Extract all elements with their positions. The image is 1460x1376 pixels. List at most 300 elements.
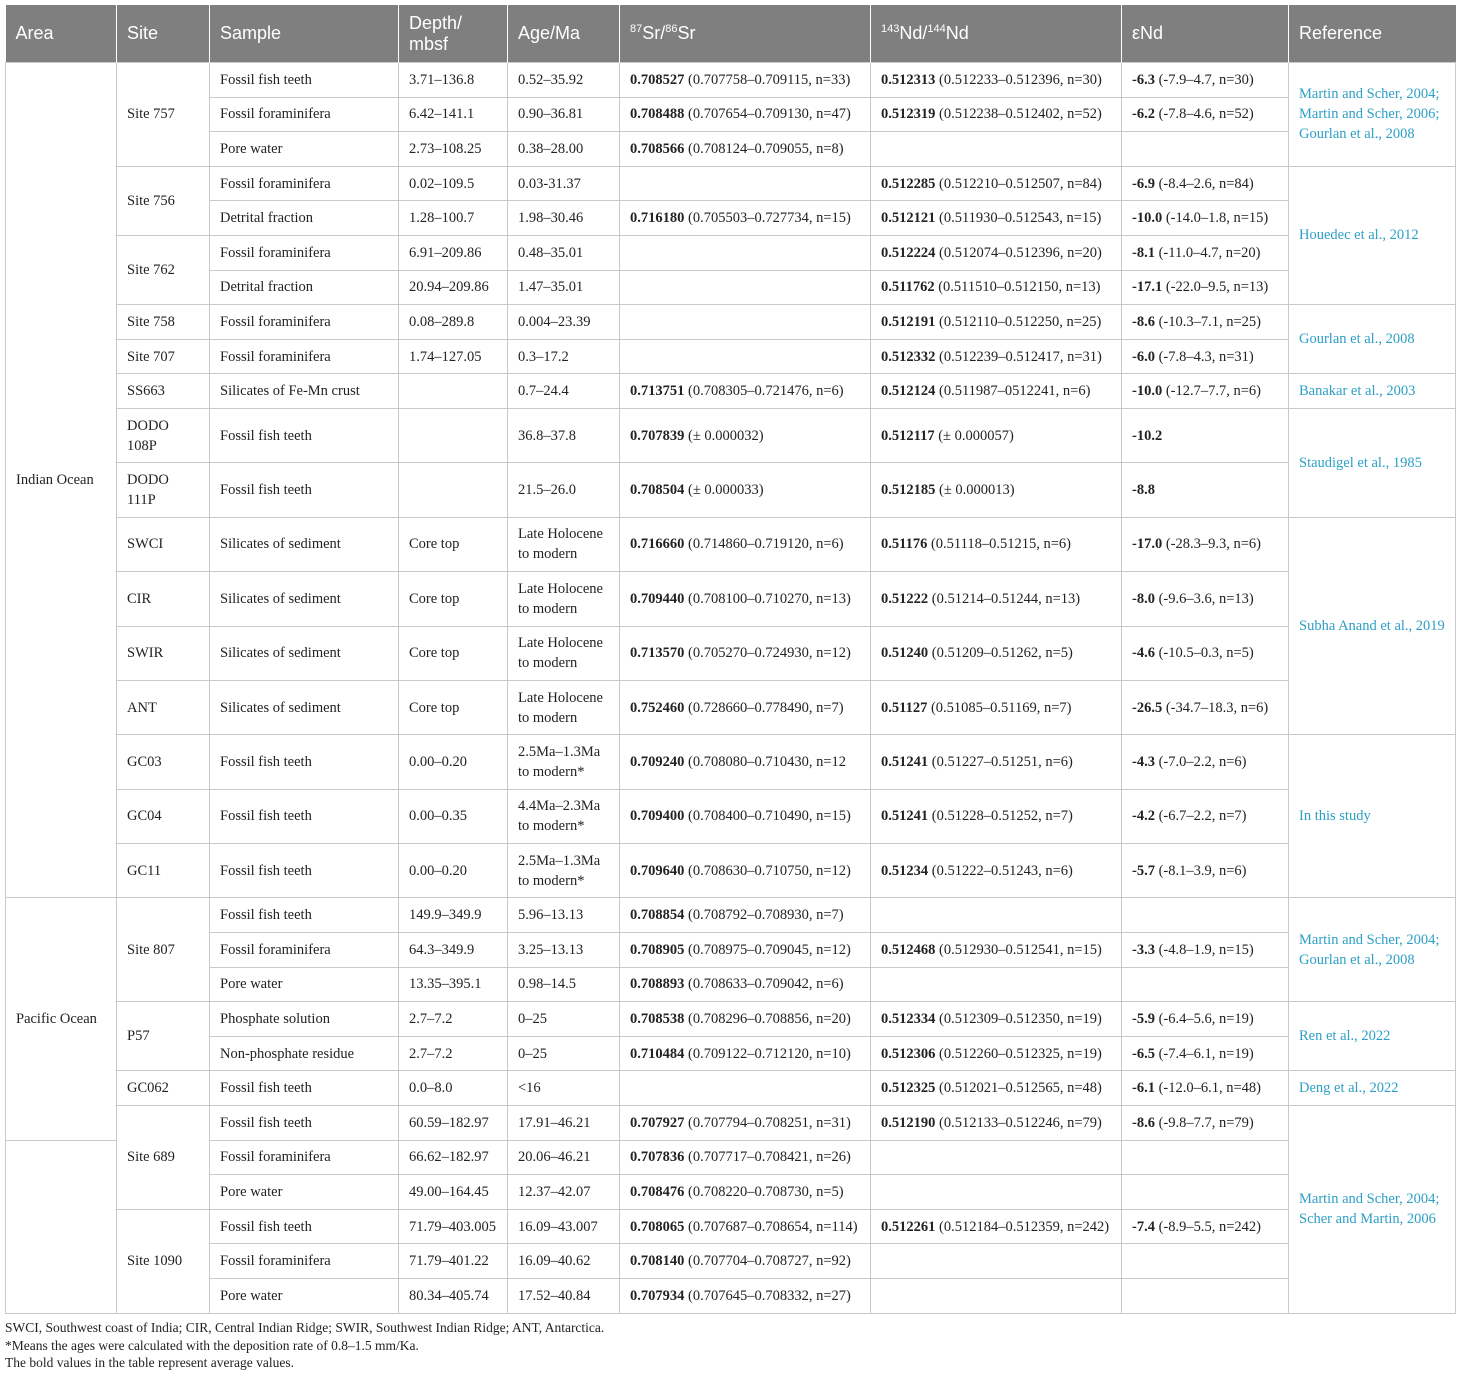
sr-cell (620, 626, 871, 680)
age-cell: 0.98–14.5 (508, 967, 620, 1002)
nd-cell-average: 0.512261 (881, 1218, 936, 1235)
sr-cell (620, 1002, 871, 1037)
epsilon-nd-cell-average: -6.3 (1132, 71, 1155, 88)
table-row (6, 463, 1456, 517)
age-cell: Late Holocene to modern (508, 572, 620, 626)
depth-cell: 0.02–109.5 (399, 166, 508, 201)
epsilon-nd-cell (1122, 1244, 1289, 1279)
depth-cell: 0.00–0.20 (399, 844, 508, 898)
nd-cell-average: 0.51241 (881, 753, 929, 770)
table-row (6, 1244, 1456, 1279)
epsilon-nd-cell (1122, 132, 1289, 167)
nd-cell-average: 0.512468 (881, 941, 936, 958)
sr-cell-range: (± 0.000033) (684, 482, 764, 499)
age-cell: 2.5Ma–1.3Ma to modern* (508, 844, 620, 898)
depth-cell: 1.28–100.7 (399, 201, 508, 236)
data-table (5, 5, 1456, 1314)
site-cell: SWCI (117, 517, 210, 571)
sr-cell-average: 0.709240 (630, 753, 685, 770)
epsilon-nd-cell (1122, 626, 1289, 680)
sr-cell-range: (0.707687–0.708654, n=114) (684, 1218, 858, 1235)
nd-cell (871, 789, 1122, 843)
epsilon-nd-cell-range: (-4.8–1.9, n=15) (1154, 941, 1254, 958)
epsilon-nd-cell-average: -7.4 (1132, 1218, 1155, 1235)
reference-cell: Gourlan et al., 2008 (1289, 305, 1456, 374)
depth-cell: 0.00–0.20 (399, 735, 508, 789)
table-row (6, 339, 1456, 374)
sample-cell: Fossil foraminifera (210, 933, 399, 968)
sr-cell (620, 339, 871, 374)
epsilon-nd-cell-average: -8.1 (1132, 244, 1155, 261)
sr-cell-average: 0.708854 (630, 907, 685, 924)
sr-cell (620, 789, 871, 843)
depth-cell (399, 463, 508, 517)
sample-cell: Fossil foraminifera (210, 166, 399, 201)
site-cell: DODO 108P (117, 408, 210, 462)
sr-cell (620, 1071, 871, 1106)
age-cell: 0.38–28.00 (508, 132, 620, 167)
sample-cell: Fossil fish teeth (210, 735, 399, 789)
area-cell: Pacific Ocean (6, 898, 117, 1140)
reference-cell: Martin and Scher, 2004; Gourlan et al., 2008 (1289, 898, 1456, 1002)
sr-cell (620, 735, 871, 789)
epsilon-nd-cell (1122, 1278, 1289, 1313)
sample-cell: Silicates of sediment (210, 626, 399, 680)
depth-cell: Core top (399, 680, 508, 734)
depth-cell: 2.7–7.2 (399, 1036, 508, 1071)
age-cell: 5.96–13.13 (508, 898, 620, 933)
header-nd-ratio: $^{143}$Nd/$^{144}$Nd (871, 5, 1122, 63)
nd-cell-average: 0.51241 (881, 808, 929, 825)
age-cell: 0.7–24.4 (508, 374, 620, 409)
site-cell: Site 1090 (117, 1209, 210, 1313)
table-row (6, 1002, 1456, 1037)
nd-cell (871, 1209, 1122, 1244)
sr-cell (620, 1036, 871, 1071)
epsilon-nd-cell (1122, 1140, 1289, 1175)
sample-cell: Fossil fish teeth (210, 63, 399, 98)
sr-cell-range: (0.708633–0.709042, n=6) (684, 976, 844, 993)
epsilon-nd-cell-average: -3.3 (1132, 941, 1155, 958)
age-cell: Late Holocene to modern (508, 626, 620, 680)
sr-cell-average: 0.707839 (630, 427, 685, 444)
epsilon-nd-cell (1122, 463, 1289, 517)
table-row (6, 166, 1456, 201)
sr-cell-range: (0.708100–0.710270, n=13) (684, 590, 851, 607)
reference-cell: Houedec et al., 2012 (1289, 166, 1456, 304)
age-cell: 20.06–46.21 (508, 1140, 620, 1175)
sr-cell-average: 0.713751 (630, 383, 685, 400)
depth-cell: 149.9–349.9 (399, 898, 508, 933)
sr-cell (620, 97, 871, 132)
epsilon-nd-cell-range: (-14.0–1.8, n=15) (1162, 210, 1269, 227)
nd-cell-range: (0.51085–0.51169, n=7) (927, 699, 1072, 716)
age-cell: Late Holocene to modern (508, 680, 620, 734)
table-row (6, 374, 1456, 409)
epsilon-nd-cell-range: (-6.4–5.6, n=19) (1154, 1011, 1254, 1028)
nd-cell (871, 132, 1122, 167)
epsilon-nd-cell-average: -8.6 (1132, 313, 1155, 330)
header-epsilon-nd: εNd (1122, 5, 1289, 63)
site-cell: SWIR (117, 626, 210, 680)
nd-cell (871, 166, 1122, 201)
nd-cell (871, 1106, 1122, 1141)
epsilon-nd-cell-range: (-8.4–2.6, n=84) (1154, 175, 1254, 192)
sr-cell-range: (± 0.000032) (684, 427, 764, 444)
sr-cell (620, 1244, 871, 1279)
header-reference: Reference (1289, 5, 1456, 63)
table-row (6, 735, 1456, 789)
depth-cell: 60.59–182.97 (399, 1106, 508, 1141)
epsilon-nd-cell-average: -8.0 (1132, 590, 1155, 607)
sample-cell: Fossil fish teeth (210, 463, 399, 517)
sr-cell-range: (0.705503–0.727734, n=15) (684, 210, 851, 227)
nd-cell-average: 0.51127 (881, 699, 928, 716)
depth-cell: 80.34–405.74 (399, 1278, 508, 1313)
nd-cell (871, 63, 1122, 98)
epsilon-nd-cell (1122, 898, 1289, 933)
epsilon-nd-cell (1122, 63, 1289, 98)
epsilon-nd-cell-average: -6.0 (1132, 348, 1155, 365)
epsilon-nd-cell-range: (-12.7–7.7, n=6) (1162, 383, 1262, 400)
table-footnotes (5, 1319, 1455, 1372)
sr-cell-average: 0.710484 (630, 1045, 685, 1062)
sr-cell (620, 270, 871, 305)
sr-cell-average: 0.708566 (630, 140, 685, 157)
epsilon-nd-cell-range: (-28.3–9.3, n=6) (1162, 536, 1262, 553)
epsilon-nd-cell (1122, 166, 1289, 201)
epsilon-nd-cell-range: (-9.8–7.7, n=79) (1154, 1114, 1254, 1131)
nd-cell-range: (0.512233–0.512396, n=30) (935, 71, 1102, 88)
table-row (6, 1036, 1456, 1071)
nd-cell-range: (0.512238–0.512402, n=52) (935, 106, 1102, 123)
sr-cell (620, 1140, 871, 1175)
age-cell: <16 (508, 1071, 620, 1106)
depth-cell: Core top (399, 626, 508, 680)
sr-cell-average: 0.708527 (630, 71, 685, 88)
nd-cell (871, 1036, 1122, 1071)
nd-cell-range: (0.51227–0.51251, n=6) (928, 753, 1073, 770)
age-cell: 21.5–26.0 (508, 463, 620, 517)
sr-cell (620, 1209, 871, 1244)
sr-cell-range: (0.705270–0.724930, n=12) (684, 645, 851, 662)
sr-cell-range: (0.708080–0.710430, n=12 (684, 753, 847, 770)
nd-cell-average: 0.512306 (881, 1045, 936, 1062)
sr-cell-average: 0.716180 (630, 210, 685, 227)
age-cell: 17.52–40.84 (508, 1278, 620, 1313)
depth-cell: 2.73–108.25 (399, 132, 508, 167)
site-cell: SS663 (117, 374, 210, 409)
nd-cell (871, 1175, 1122, 1210)
nd-cell (871, 844, 1122, 898)
sample-cell: Pore water (210, 967, 399, 1002)
sample-cell: Fossil fish teeth (210, 789, 399, 843)
epsilon-nd-cell-average: -26.5 (1132, 699, 1163, 716)
footnote-age-method: *Means the ages were calculated with the deposition rate of 0.8–1.5 mm/Ka. (5, 1337, 419, 1353)
sr-cell-range: (0.708124–0.709055, n=8) (684, 140, 844, 157)
sr-cell-average: 0.709640 (630, 862, 685, 879)
epsilon-nd-cell-range: (-10.3–7.1, n=25) (1154, 313, 1262, 330)
nd-cell-range: (0.511987–0512241, n=6) (935, 383, 1091, 400)
sr-cell-range: (0.708220–0.708730, n=5) (684, 1184, 844, 1200)
age-cell: 0–25 (508, 1036, 620, 1071)
age-cell: 1.98–30.46 (508, 201, 620, 236)
age-cell: 3.25–13.13 (508, 933, 620, 968)
header-depth: Depth/ mbsf (399, 5, 508, 63)
reference-cell: Martin and Scher, 2004; Martin and Scher, 2006; Gourlan et al., 2008 (1289, 63, 1456, 167)
nd-cell (871, 374, 1122, 409)
sr-cell (620, 463, 871, 517)
sample-cell: Detrital fraction (210, 201, 399, 236)
table-row (6, 572, 1456, 626)
epsilon-nd-cell-range: (-7.4–6.1, n=19) (1154, 1045, 1254, 1062)
nd-cell-range: (0.512110–0.512250, n=25) (935, 313, 1102, 330)
sr-cell-average: 0.707836 (630, 1149, 685, 1166)
sr-cell (620, 967, 871, 1002)
sr-cell-average: 0.709400 (630, 808, 685, 825)
epsilon-nd-cell-average: -5.9 (1132, 1011, 1155, 1028)
epsilon-nd-cell-range: (-9.6–3.6, n=13) (1154, 590, 1254, 607)
nd-cell-average: 0.512325 (881, 1080, 936, 1097)
sr-cell-range: (0.707717–0.708421, n=26) (684, 1149, 851, 1166)
site-cell: DODO 111P (117, 463, 210, 517)
sr-cell (620, 235, 871, 270)
sr-cell (620, 1175, 871, 1210)
sample-cell: Fossil fish teeth (210, 844, 399, 898)
sr-cell-range: (0.707794–0.708251, n=31) (684, 1114, 851, 1131)
sr-cell-range: (0.707758–0.709115, n=33) (684, 71, 851, 88)
sr-cell (620, 63, 871, 98)
site-cell: GC04 (117, 789, 210, 843)
epsilon-nd-cell (1122, 408, 1289, 462)
epsilon-nd-cell (1122, 270, 1289, 305)
nd-cell-average: 0.512224 (881, 244, 936, 261)
sample-cell: Non-phosphate residue (210, 1036, 399, 1071)
age-cell: 2.5Ma–1.3Ma to modern* (508, 735, 620, 789)
epsilon-nd-cell-range: (-8.9–5.5, n=242) (1154, 1218, 1262, 1235)
site-cell: GC11 (117, 844, 210, 898)
age-cell: 0.52–35.92 (508, 63, 620, 98)
nd-cell-average: 0.512319 (881, 106, 936, 123)
age-cell: 0.90–36.81 (508, 97, 620, 132)
epsilon-nd-cell-average: -5.7 (1132, 862, 1155, 879)
age-cell: 1.47–35.01 (508, 270, 620, 305)
table-row (6, 1175, 1456, 1210)
sample-cell: Pore water (210, 1278, 399, 1313)
nd-cell-range: (0.51118–0.51215, n=6) (927, 536, 1071, 553)
depth-cell: 6.42–141.1 (399, 97, 508, 132)
reference-cell: Banakar et al., 2003 (1289, 374, 1456, 409)
sr-cell-average: 0.708488 (630, 106, 685, 123)
sample-cell: Fossil foraminifera (210, 305, 399, 340)
sr-cell-average: 0.707927 (630, 1114, 685, 1131)
epsilon-nd-cell (1122, 1071, 1289, 1106)
epsilon-nd-cell-average: -10.0 (1132, 383, 1163, 400)
nd-cell (871, 201, 1122, 236)
epsilon-nd-cell-average: -10.0 (1132, 210, 1163, 227)
sr-cell-range: (0.714860–0.719120, n=6) (684, 536, 844, 553)
site-cell: ANT (117, 680, 210, 734)
nd-cell-average: 0.512285 (881, 175, 936, 192)
site-cell: GC03 (117, 735, 210, 789)
nd-cell-range: (± 0.000013) (935, 482, 1015, 499)
table-body (6, 63, 1456, 1314)
sample-cell: Fossil fish teeth (210, 898, 399, 933)
epsilon-nd-cell-range: (-6.7–2.2, n=7) (1154, 808, 1247, 825)
reference-cell: Martin and Scher, 2004; Scher and Martin, 2006 (1289, 1106, 1456, 1314)
depth-cell: 1.74–127.05 (399, 339, 508, 374)
age-cell: 16.09–40.62 (508, 1244, 620, 1279)
age-cell: 0–25 (508, 1002, 620, 1037)
sr-cell-average: 0.709440 (630, 590, 685, 607)
epsilon-nd-cell (1122, 1106, 1289, 1141)
nd-cell-range: (0.512260–0.512325, n=19) (935, 1045, 1102, 1062)
epsilon-nd-cell (1122, 305, 1289, 340)
sr-cell-average: 0.708065 (630, 1218, 685, 1235)
sr-cell-average: 0.708893 (630, 976, 685, 993)
nd-cell-average: 0.511762 (881, 279, 935, 296)
epsilon-nd-cell (1122, 1175, 1289, 1210)
nd-cell-average: 0.512332 (881, 348, 936, 365)
site-cell: Site 689 (117, 1106, 210, 1210)
table-row (6, 97, 1456, 132)
sr-cell-average: 0.708504 (630, 482, 685, 499)
table-row (6, 1106, 1456, 1141)
depth-cell: 64.3–349.9 (399, 933, 508, 968)
nd-cell-range: (0.512239–0.512417, n=31) (935, 348, 1102, 365)
age-cell: 36.8–37.8 (508, 408, 620, 462)
epsilon-nd-cell-average: -17.0 (1132, 536, 1163, 553)
sr-cell (620, 166, 871, 201)
epsilon-nd-cell (1122, 1036, 1289, 1071)
sr-cell-average: 0.716660 (630, 536, 685, 553)
sr-cell-range: (0.728660–0.778490, n=7) (684, 699, 844, 716)
nd-cell (871, 270, 1122, 305)
table-row (6, 933, 1456, 968)
table-row (6, 63, 1456, 98)
sr-cell-average: 0.752460 (630, 699, 685, 716)
nd-cell-range: (0.512021–0.512565, n=48) (935, 1080, 1102, 1097)
sr-cell-average: 0.713570 (630, 645, 685, 662)
epsilon-nd-cell-average: -10.2 (1132, 427, 1163, 444)
nd-cell-range: (0.512133–0.512246, n=79) (935, 1114, 1102, 1131)
sample-cell: Fossil foraminifera (210, 339, 399, 374)
table-row (6, 305, 1456, 340)
sr-cell (620, 374, 871, 409)
depth-cell: 13.35–395.1 (399, 967, 508, 1002)
footnote-bold-values: The bold values in the table represent average values. (5, 1355, 295, 1370)
nd-cell (871, 680, 1122, 734)
table-row (6, 789, 1456, 843)
nd-cell-average: 0.512185 (881, 482, 936, 499)
nd-cell (871, 1244, 1122, 1279)
sr-cell (620, 1278, 871, 1313)
reference-cell: Ren et al., 2022 (1289, 1002, 1456, 1071)
sample-cell: Fossil fish teeth (210, 1071, 399, 1106)
sample-cell: Fossil foraminifera (210, 1140, 399, 1175)
sr-cell (620, 844, 871, 898)
nd-cell-average: 0.512313 (881, 71, 936, 88)
epsilon-nd-cell (1122, 517, 1289, 571)
table-header (6, 5, 1456, 63)
epsilon-nd-cell (1122, 572, 1289, 626)
table-row (6, 898, 1456, 933)
table-row (6, 844, 1456, 898)
footnote-abbreviations: SWCI, Southwest coast of India; CIR, Central Indian Ridge; SWIR, Southwest Indian Ridge; ANT, Antarctica. (5, 1320, 605, 1335)
nd-cell (871, 408, 1122, 462)
sr-cell-average: 0.708476 (630, 1184, 685, 1200)
sr-cell (620, 898, 871, 933)
nd-cell (871, 572, 1122, 626)
table-row (6, 1071, 1456, 1106)
depth-cell: 0.00–0.35 (399, 789, 508, 843)
site-cell: GC062 (117, 1071, 210, 1106)
nd-cell-average: 0.51234 (881, 862, 929, 879)
nd-cell-range: (0.51214–0.51244, n=13) (928, 590, 1081, 607)
age-cell: 0.004–23.39 (508, 305, 620, 340)
depth-cell: 71.79–401.22 (399, 1244, 508, 1279)
age-cell: 4.4Ma–2.3Ma to modern* (508, 789, 620, 843)
sr-cell (620, 408, 871, 462)
depth-cell: 2.7–7.2 (399, 1002, 508, 1037)
nd-cell (871, 1140, 1122, 1175)
epsilon-nd-cell-average: -4.6 (1132, 645, 1155, 662)
epsilon-nd-cell-range: (-7.9–4.7, n=30) (1154, 71, 1254, 88)
epsilon-nd-cell-range: (-11.0–4.7, n=20) (1154, 244, 1261, 261)
site-cell: Site 807 (117, 898, 210, 1002)
nd-cell-average: 0.51240 (881, 645, 929, 662)
nd-cell-range: (± 0.000057) (934, 427, 1014, 444)
reference-cell: Subha Anand et al., 2019 (1289, 517, 1456, 735)
nd-cell (871, 1071, 1122, 1106)
epsilon-nd-cell (1122, 967, 1289, 1002)
sr-cell-range: (0.708975–0.709045, n=12) (684, 941, 851, 958)
epsilon-nd-cell-average: -6.2 (1132, 106, 1155, 123)
epsilon-nd-cell-average: -6.9 (1132, 175, 1155, 192)
age-cell: 0.3–17.2 (508, 339, 620, 374)
sr-cell-range: (0.708305–0.721476, n=6) (684, 383, 844, 400)
depth-cell (399, 374, 508, 409)
epsilon-nd-cell (1122, 374, 1289, 409)
epsilon-nd-cell-average: -6.5 (1132, 1045, 1155, 1062)
nd-cell-average: 0.51176 (881, 536, 928, 553)
sample-cell: Silicates of sediment (210, 572, 399, 626)
nd-cell-range: (0.512210–0.512507, n=84) (935, 175, 1102, 192)
sr-cell-average: 0.708538 (630, 1011, 685, 1028)
site-cell: Site 757 (117, 63, 210, 167)
nd-cell-range: (0.51228–0.51252, n=7) (928, 808, 1073, 825)
table-row (6, 235, 1456, 270)
epsilon-nd-cell-range: (-34.7–18.3, n=6) (1162, 699, 1269, 716)
epsilon-nd-cell-range: (-7.0–2.2, n=6) (1154, 753, 1247, 770)
age-cell: 12.37–42.07 (508, 1175, 620, 1210)
nd-cell-average: 0.51222 (881, 590, 929, 607)
nd-cell-average: 0.512124 (881, 383, 936, 400)
table-row (6, 1209, 1456, 1244)
depth-cell: 20.94–209.86 (399, 270, 508, 305)
sr-cell-range: (0.708630–0.710750, n=12) (684, 862, 851, 879)
epsilon-nd-cell (1122, 933, 1289, 968)
table-row (6, 680, 1456, 734)
sr-cell-average: 0.708905 (630, 941, 685, 958)
table-row (6, 967, 1456, 1002)
nd-cell-average: 0.512190 (881, 1114, 936, 1131)
epsilon-nd-cell (1122, 680, 1289, 734)
site-cell: Site 707 (117, 339, 210, 374)
depth-cell: Core top (399, 517, 508, 571)
sample-cell: Silicates of Fe-Mn crust (210, 374, 399, 409)
sr-cell (620, 572, 871, 626)
